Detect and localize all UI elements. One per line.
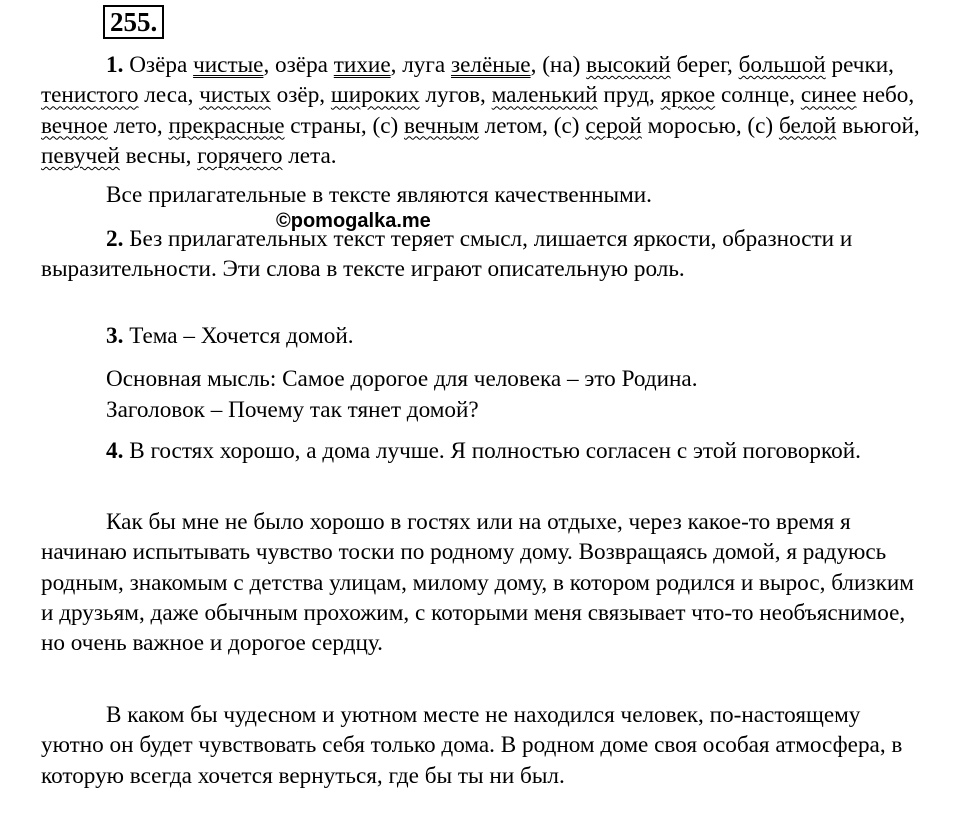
item-1-paragraph	[41, 50, 921, 171]
item-number: 1.	[106, 52, 124, 78]
word: солнце,	[720, 82, 796, 109]
item-1-note: Все прилагательные в тексте являются качественными.	[106, 182, 652, 208]
watermark: ©pomogalka.me	[276, 210, 431, 232]
attribute-word: вечным	[404, 112, 479, 139]
attribute-word: широких	[330, 82, 420, 109]
attribute-word: прекрасные	[168, 112, 285, 139]
word: леса,	[144, 82, 194, 109]
main-idea-line: Основная мысль: Самое дорогое для человека – это Родина.	[106, 366, 698, 392]
word: лето,	[113, 112, 163, 139]
word: , луга	[390, 52, 446, 78]
item-number: 3.	[106, 323, 124, 349]
word: весны,	[125, 142, 192, 169]
attribute-word: певучей	[41, 142, 120, 169]
exercise-number: 255.	[103, 5, 164, 39]
attribute-word: яркое	[660, 82, 716, 109]
attribute-word: белой	[778, 112, 837, 139]
word: берег,	[676, 52, 733, 78]
word: речки,	[831, 52, 894, 78]
attribute-word: синее	[800, 82, 857, 109]
item-2-paragraph	[41, 224, 921, 285]
word: Озёра	[129, 52, 188, 78]
attribute-word: чистых	[199, 82, 271, 109]
title-line: Заголовок – Почему так тянет домой?	[106, 397, 479, 423]
word: страны, (с)	[290, 112, 399, 139]
word: пруд,	[603, 82, 655, 109]
attribute-word: тенистого	[41, 82, 139, 109]
attribute-word: серой	[585, 112, 642, 139]
word: моросью, (с)	[647, 112, 774, 139]
predicate-word: зелёные	[450, 52, 531, 78]
item-number: 2.	[106, 226, 124, 252]
item-4-paragraph	[41, 436, 921, 466]
word: небо,	[862, 82, 915, 109]
word: , озёра	[263, 52, 328, 78]
item-text: Без прилагательных текст теряет смысл, лишается яркости, образности и выразительности. Эти слова в тексте играют описательную роль.	[41, 226, 853, 283]
word: вьюгой,	[842, 112, 920, 139]
word: летом, (с)	[484, 112, 580, 139]
item-number: 4.	[106, 438, 124, 464]
word: лугов,	[425, 82, 486, 109]
item-text: Тема – Хочется домой.	[129, 323, 354, 349]
attribute-word: маленький	[491, 82, 598, 109]
predicate-word: чистые	[193, 52, 264, 78]
word: , (на)	[530, 52, 581, 78]
attribute-word: большой	[738, 52, 826, 78]
attribute-word: высокий	[586, 52, 671, 78]
attribute-word: горячего	[197, 142, 283, 169]
attribute-word: вечное	[41, 112, 108, 139]
body-paragraph-1: Как бы мне не было хорошо в гостях или на отдыхе, через какое-то время я начинаю испытывать чувство тоски по родному дому. Возвращаясь домой, я радуюсь родным, знакомым с детства улицам, милому дому, в котором родился и вырос, близким и друзьям, даже обычным прохожим, с которыми меня связывает что-то необъяснимое, но очень важное и дорогое сердцу.	[41, 509, 914, 657]
item-text: В гостях хорошо, а дома лучше. Я полностью согласен с этой поговоркой.	[129, 438, 861, 464]
word: лета.	[288, 142, 337, 169]
word: озёр,	[276, 82, 326, 109]
predicate-word: тихие	[333, 52, 391, 78]
item-3-paragraph	[41, 321, 921, 351]
body-paragraph-2: В каком бы чудесном и уютном месте не находился человек, по-настоящему уютно он будет чувствовать себя только дома. В родном доме своя особая атмосфера, в которую всегда хочется вернуться, где бы ты ни был.	[41, 702, 903, 789]
